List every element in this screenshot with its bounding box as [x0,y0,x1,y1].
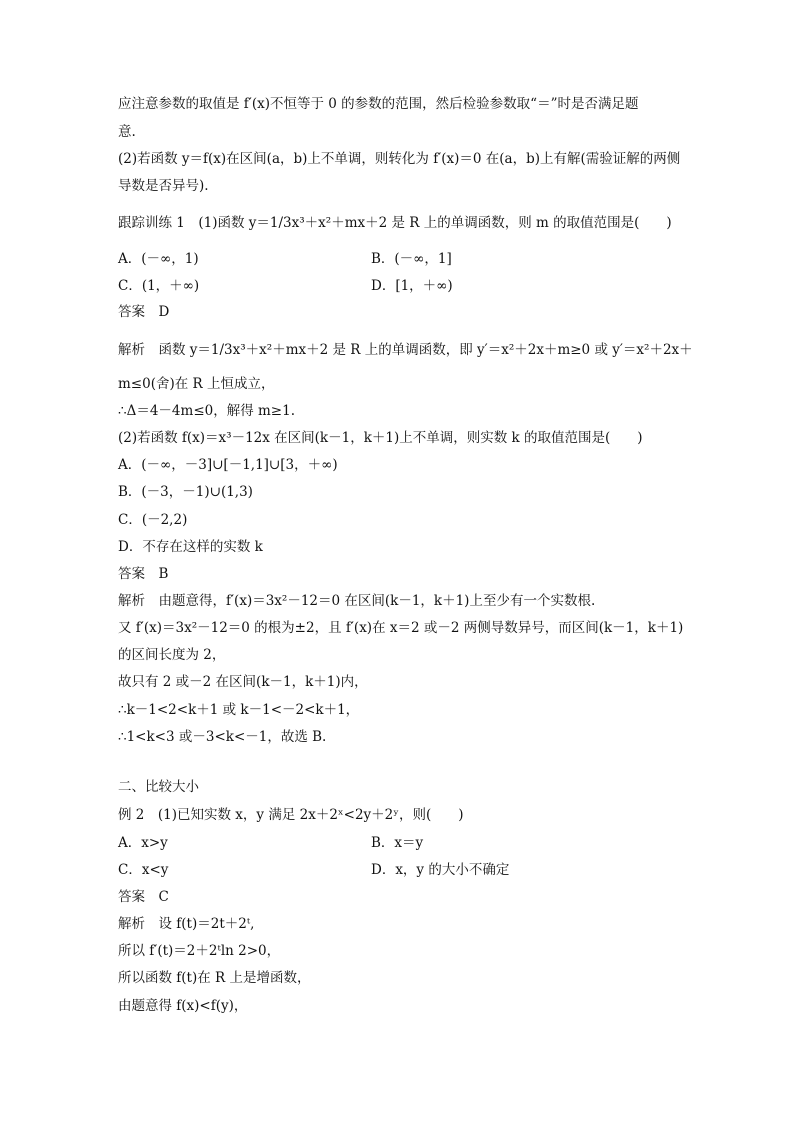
intro-line-3: (2)若函数 y＝f(x)在区间(a，b)上不单调，则转化为 f′(x)＝0 在(a，b)上有解(需验证解的两侧 [118,151,681,167]
exercise2-question: (2)若函数 f(x)＝x³－12x 在区间(k－1，k＋1)上不单调，则实数 k 的取值范围是( ) [118,430,643,446]
section2-question: 例 2 (1)已知实数 x，y 满足 2x＋2ˣ<2y＋2ʸ，则( ) [118,807,464,823]
exercise1-answer: 答案 D [118,304,170,320]
exercise2-analysis-line-4: 故只有 2 或－2 在区间(k－1，k＋1)内， [118,674,368,690]
exercise1-option-b: B．(－∞，1] [371,251,452,267]
exercise2-analysis-line-3: 的区间长度为 2， [118,647,226,663]
exercise2-analysis-line-5: ∴k－1<2<k＋1 或 k－1<－2<k＋1， [118,702,360,718]
exercise1-option-a: A．(－∞，1) [118,251,199,267]
section2-analysis-line-1: 解析 设 f(t)＝2t＋2ᵗ, [118,916,255,932]
exercise2-analysis-line-6: ∴1<k<3 或－3<k<－1，故选 B. [118,729,327,745]
exercise2-analysis-line-1: 解析 由题意得，f′(x)＝3x²－12＝0 在区间(k－1，k＋1)上至少有一个实数根. [118,593,596,609]
exercise1-option-c: C．(1，＋∞) [118,278,200,294]
exercise2-option-a: A．(－∞，－3]∪[－1,1]∪[3，＋∞) [118,457,338,473]
exercise1-question: 跟踪训练 1 (1)函数 y＝1/3x³＋x²＋mx＋2 是 R 上的单调函数，则 m 的取值范围是( ) [118,215,672,231]
exercise2-analysis-line-2: 又 f′(x)＝3x²－12＝0 的根为±2，且 f′(x)在 x＝2 或－2 两侧导数异号，而区间(k－1，k＋1) [118,620,684,636]
section2-option-a: A．x>y [118,835,168,851]
section2-answer: 答案 C [118,889,169,905]
section2-option-b: B．x＝y [371,835,424,851]
exercise2-answer: 答案 B [118,566,169,582]
section2-analysis-line-4: 由题意得 f(x)<f(y)， [118,998,248,1014]
exercise1-analysis-line-1: 解析 函数 y＝1/3x³＋x²＋mx＋2 是 R 上的单调函数，即 y′＝x²＋2x＋m≥0 或 y′＝x²＋2x＋ [118,342,693,358]
intro-line-1: 应注意参数的取值是 f′(x)不恒等于 0 的参数的范围，然后检验参数取“＝”时是否满足题 [118,96,639,112]
section2-option-d: D．x，y 的大小不确定 [371,862,510,878]
exercise1-option-d: D．[1，＋∞) [371,278,453,294]
exercise1-analysis-line-3: ∴Δ＝4－4m≤0，解得 m≥1. [118,403,296,419]
exercise2-option-c: C．(－2,2) [118,512,188,528]
section2-option-c: C．x<y [118,862,169,878]
section2-analysis-line-3: 所以函数 f(t)在 R 上是增函数， [118,970,311,986]
section2-heading: 二、比较大小 [118,779,199,795]
section2-analysis-line-2: 所以 f′(t)＝2＋2ᵗln 2>0， [118,943,281,959]
exercise2-option-b: B．(－3，－1)∪(1,3) [118,484,253,500]
exercise1-analysis-line-2: m≤0(舍)在 R 上恒成立， [118,376,275,392]
intro-line-2: 意. [118,124,136,140]
exercise2-option-d: D．不存在这样的实数 k [118,539,263,555]
intro-line-4: 导数是否异号). [118,178,209,194]
